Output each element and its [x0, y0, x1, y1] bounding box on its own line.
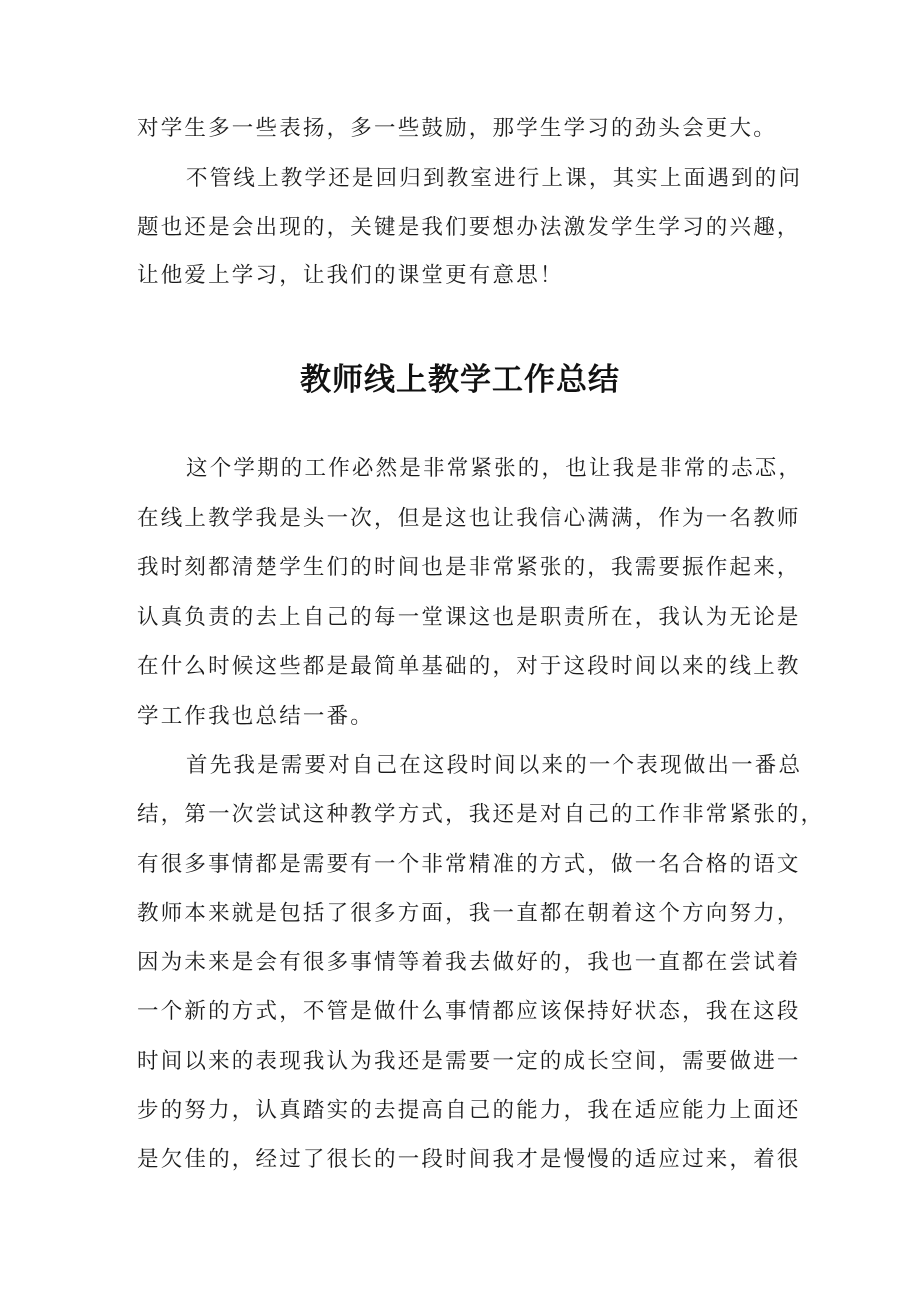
paragraph-line: 对学生多一些表扬，多一些鼓励，那学生学习的劲头会更大。 — [137, 116, 777, 141]
paragraph-line: 首先我是需要对自己在这段时间以来的一个表现做出一番总 — [186, 753, 803, 778]
paragraph-line: 步的努力，认真踏实的去提高自己的能力，我在适应能力上面还 — [137, 1098, 801, 1123]
section-title: 教师线上教学工作总结 — [300, 362, 620, 398]
paragraph-line: 一个新的方式，不管是做什么事情都应该保持好状态，我在这段 — [137, 999, 801, 1024]
paragraph-line: 学工作我也总结一番。 — [137, 704, 375, 729]
paragraph-line: 是欠佳的，经过了很长的一段时间我才是慢慢的适应过来，着很 — [137, 1147, 801, 1172]
paragraph-line: 时间以来的表现我认为我还是需要一定的成长空间，需要做进一 — [137, 1049, 801, 1074]
paragraph-line: 结，第一次尝试这种教学方式，我还是对自己的工作非常紧张的， — [137, 802, 825, 827]
paragraph-line: 因为未来是会有很多事情等着我去做好的，我也一直都在尝试着 — [137, 950, 801, 975]
paragraph-line: 题也还是会出现的，关键是我们要想办法激发学生学习的兴趣， — [137, 215, 801, 240]
paragraph-line: 有很多事情都是需要有一个非常精准的方式，做一名合格的语文 — [137, 852, 801, 877]
paragraph-line: 在线上教学我是头一次，但是这也让我信心满满，作为一名教师 — [137, 506, 801, 531]
paragraph-line: 不管线上教学还是回归到教室进行上课，其实上面遇到的问 — [186, 166, 803, 191]
paragraph-line: 认真负责的去上自己的每一堂课这也是职责所在，我认为无论是 — [137, 605, 801, 630]
paragraph-line: 在什么时候这些都是最简单基础的，对于这段时间以来的线上教 — [137, 654, 801, 679]
paragraph-line: 让他爱上学习，让我们的课堂更有意思！ — [137, 263, 564, 288]
paragraph-line: 教师本来就是包括了很多方面，我一直都在朝着这个方向努力， — [137, 901, 801, 926]
paragraph-line: 我时刻都清楚学生们的时间也是非常紧张的，我需要振作起来， — [137, 555, 801, 580]
paragraph-line: 这个学期的工作必然是非常紧张的，也让我是非常的忐忑， — [186, 456, 803, 481]
